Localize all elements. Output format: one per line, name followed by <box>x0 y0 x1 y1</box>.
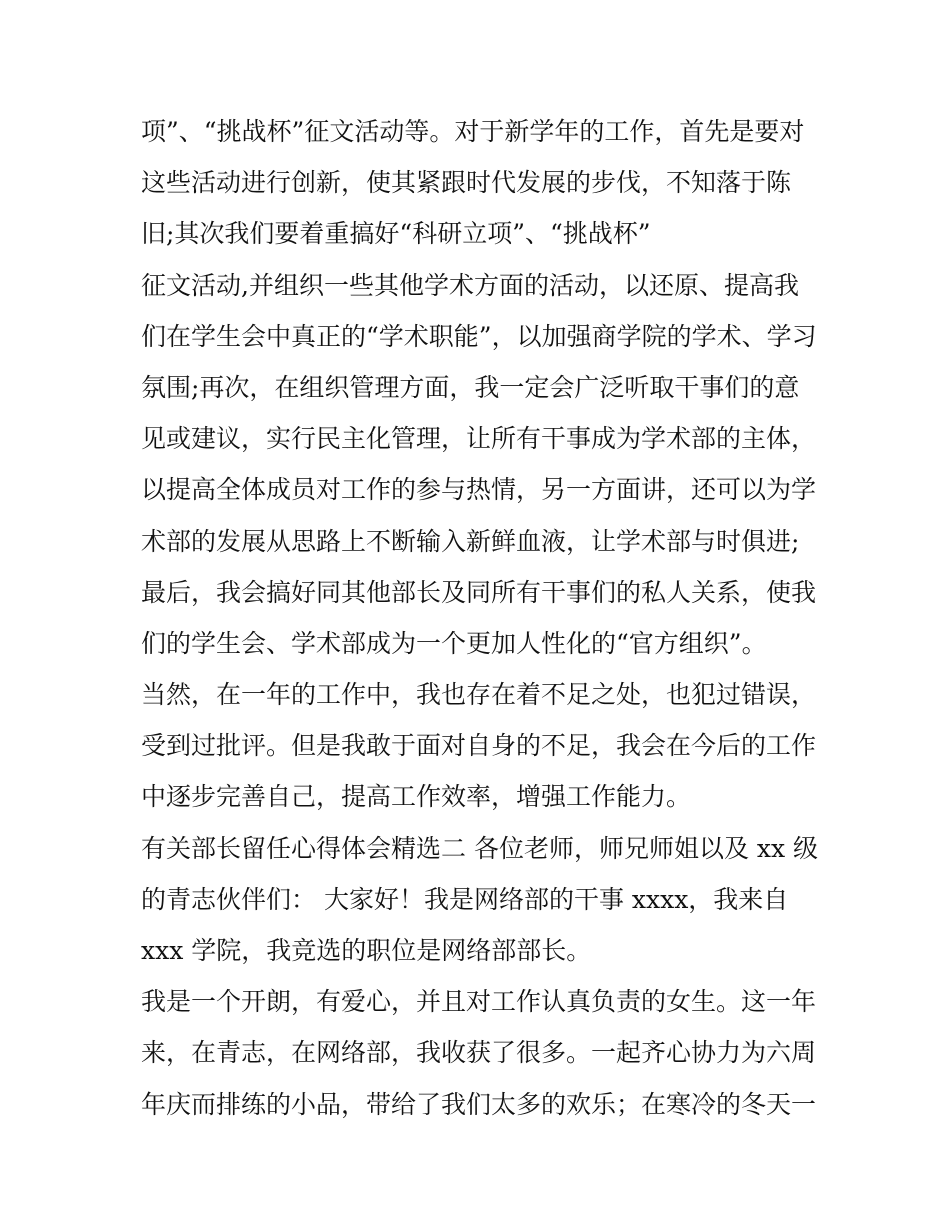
text-line: 们的学生会、学术部成为一个更加人性化的“官方组织”。 <box>141 628 767 658</box>
text-line: 氛围;再次，在组织管理方面，我一定会广泛听取干事们的意 <box>141 372 800 402</box>
text-line: 有关部长留任心得体会精选二 各位老师，师兄师姐以及 xx 级 <box>141 833 819 863</box>
text-line: xxx 学院，我竞选的职位是网络部部长。 <box>141 936 592 965</box>
text-line: 们在学生会中真正的“学术职能”，以加强商学院的学术、学习 <box>141 321 817 351</box>
text-line: 的青志伙伴们： 大家好！我是网络部的干事 xxxx，我来自 <box>141 884 789 914</box>
text-line: 以提高全体成员对工作的参与热情，另一方面讲，还可以为学 <box>141 475 817 505</box>
text-line: 我是一个开朗，有爱心，并且对工作认真负责的女生。这一年 <box>141 987 817 1017</box>
text-line: 旧;其次我们要着重搞好“科研立项”、“挑战杯” <box>141 219 651 249</box>
text-line: 见或建议，实行民主化管理，让所有干事成为学术部的主体， <box>141 424 817 454</box>
text-line: 受到过批评。但是我敢于面对自身的不足，我会在今后的工作 <box>141 731 817 761</box>
text-line: 征文活动,并组织一些其他学术方面的活动，以还原、提高我 <box>141 270 799 300</box>
text-line: 这些活动进行创新，使其紧跟时代发展的步伐，不知落于陈 <box>141 168 792 198</box>
text-line: 当然，在一年的工作中，我也存在着不足之处，也犯过错误， <box>141 680 817 710</box>
text-line: 最后，我会搞好同其他部长及同所有干事们的私人关系，使我 <box>141 577 817 607</box>
text-line: 术部的发展从思路上不断输入新鲜血液，让学术部与时俱进; <box>141 526 800 556</box>
text-line: 年庆而排练的小品，带给了我们太多的欢乐；在寒冷的冬天一 <box>141 1089 817 1119</box>
text-line: 来，在青志，在网络部，我收获了很多。一起齐心协力为六周 <box>141 1038 817 1068</box>
body-text <box>141 106 821 1130</box>
text-line: 项”、“挑战杯”征文活动等。对于新学年的工作，首先是要对 <box>141 117 805 146</box>
text-line: 中逐步完善自己，提高工作效率，增强工作能力。 <box>141 782 692 812</box>
